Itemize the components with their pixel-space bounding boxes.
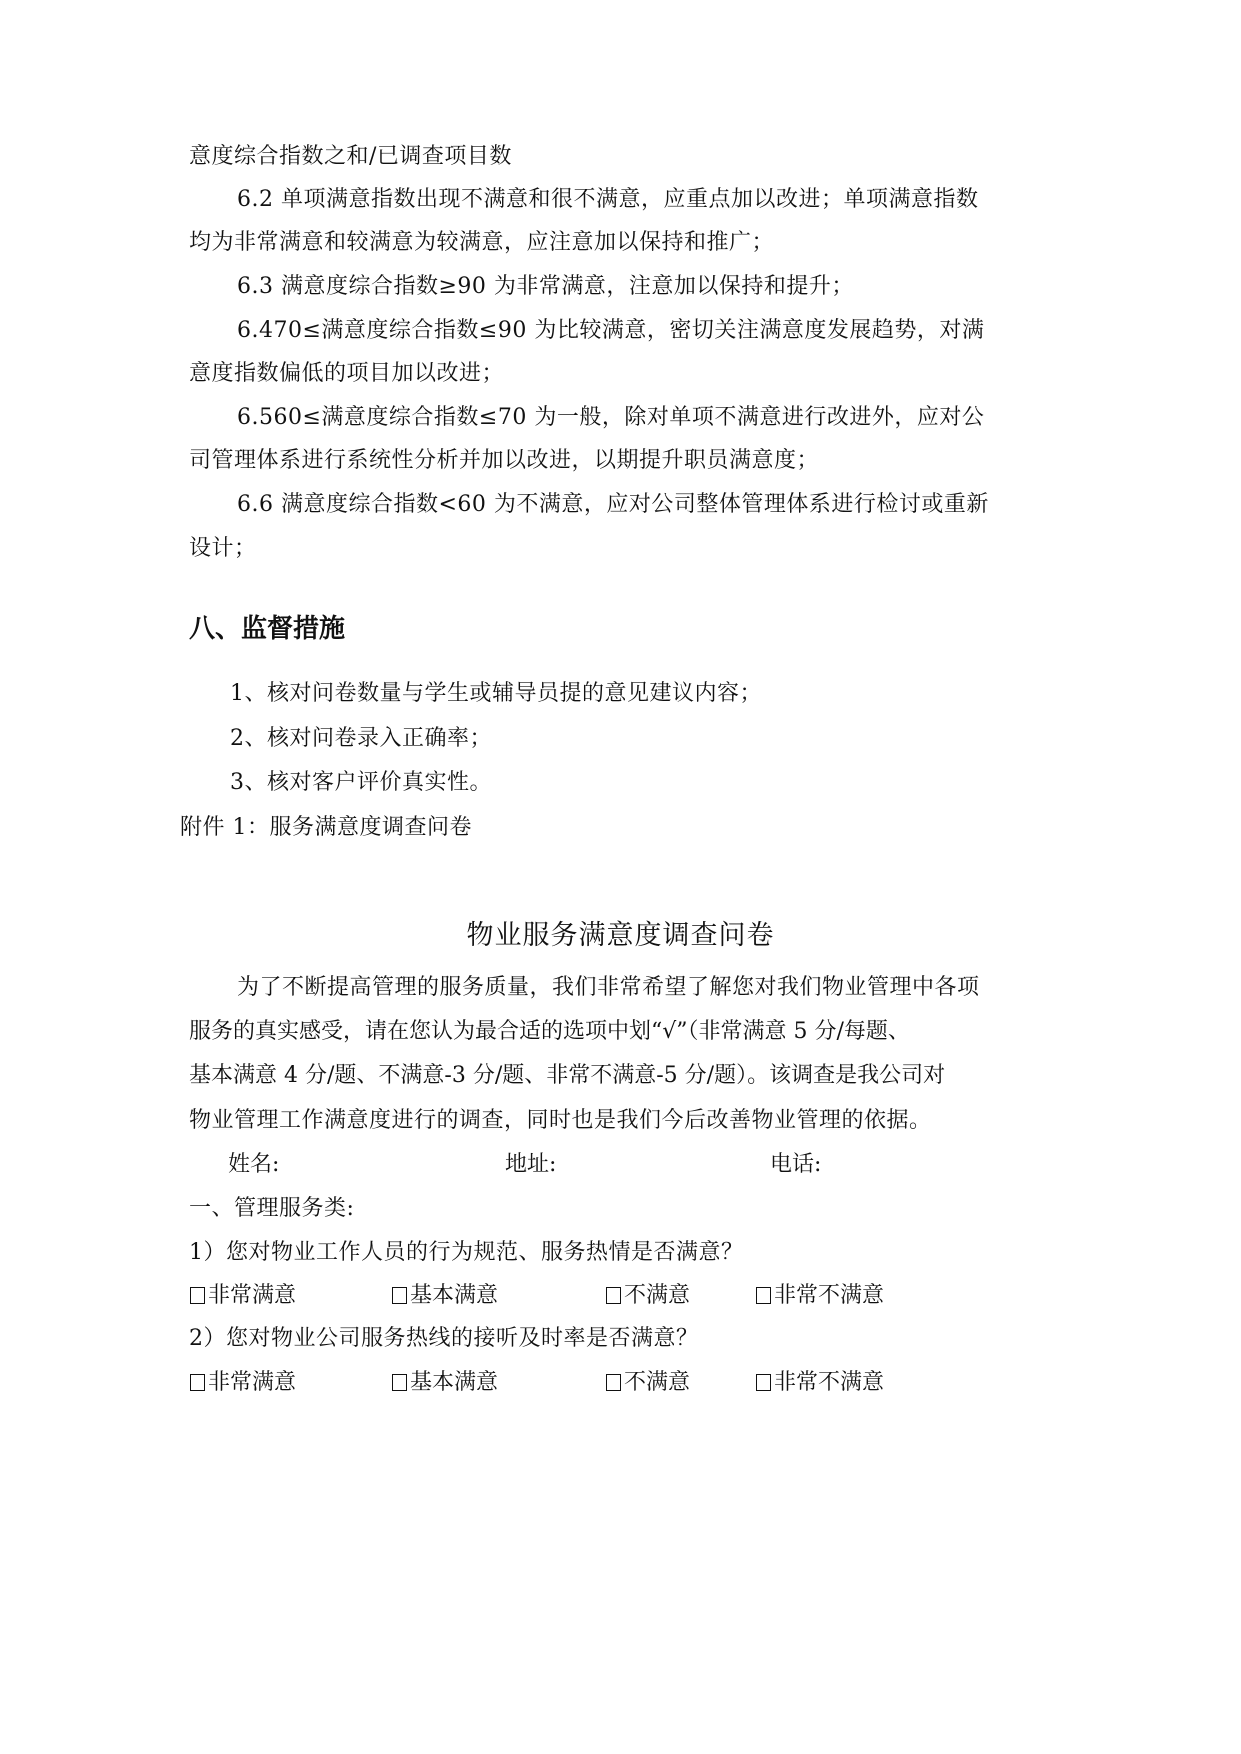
checkbox-icon[interactable] [756, 1374, 771, 1391]
option-very-satisfied[interactable]: 非常满意 [190, 1368, 296, 1398]
option-basically-satisfied[interactable]: 基本满意 [392, 1281, 498, 1311]
option-very-dissatisfied[interactable]: 非常不满意 [756, 1281, 884, 1311]
survey-intro: 为了不断提高管理的服务质量，我们非常希望了解您对我们物业管理中各项 [237, 975, 980, 1000]
checkbox-icon[interactable] [606, 1287, 621, 1304]
paragraph-6-6: 6.6 满意度综合指数<60 为不满意，应对公司整体管理体系进行检讨或重新 [237, 492, 989, 517]
list-item: 1、核对问卷数量与学生或辅导员提的意见建议内容； [230, 681, 762, 706]
paragraph-line: 意度指数偏低的项目加以改进； [189, 361, 505, 386]
paragraph-6-2: 6.2 单项满意指数出现不满意和很不满意，应重点加以改进；单项满意指数 [237, 187, 979, 212]
name-field-label: 姓名: [228, 1152, 280, 1177]
paragraph-6-4: 6.470≤满意度综合指数≤90 为比较满意，密切关注满意度发展趋势，对满 [237, 318, 985, 343]
category-heading: 一、管理服务类: [189, 1196, 355, 1221]
option-very-dissatisfied[interactable]: 非常不满意 [756, 1368, 884, 1398]
paragraph-line: 设计； [189, 536, 257, 561]
option-dissatisfied[interactable]: 不满意 [606, 1368, 690, 1398]
list-item: 3、核对客户评价真实性。 [230, 770, 492, 795]
survey-intro: 基本满意 4 分/题、不满意-3 分/题、非常不满意-5 分/题）。该调查是我公司对 [189, 1063, 946, 1088]
survey-intro: 服务的真实感受，请在您认为最合适的选项中划“√”（非常满意 5 分/每题、 [189, 1019, 910, 1044]
paragraph-6-3: 6.3 满意度综合指数≥90 为非常满意，注意加以保持和提升； [237, 274, 854, 299]
checkbox-icon[interactable] [190, 1374, 205, 1391]
address-field-label: 地址: [505, 1152, 557, 1177]
paragraph-6-5: 6.560≤满意度综合指数≤70 为一般，除对单项不满意进行改进外，应对公 [237, 405, 985, 430]
checkbox-icon[interactable] [190, 1287, 205, 1304]
checkbox-icon[interactable] [756, 1287, 771, 1304]
checkbox-icon[interactable] [606, 1374, 621, 1391]
checkbox-icon[interactable] [392, 1287, 407, 1304]
question-1: 1）您对物业工作人员的行为规范、服务热情是否满意？ [189, 1240, 744, 1265]
survey-title: 物业服务满意度调查问卷 [466, 920, 775, 951]
list-item: 2、核对问卷录入正确率； [230, 726, 492, 751]
attachment-label: 附件 1：服务满意度调查问卷 [180, 815, 472, 840]
survey-intro: 物业管理工作满意度进行的调查，同时也是我们今后改善物业管理的依据。 [189, 1108, 932, 1133]
paragraph-line: 意度综合指数之和/已调查项目数 [189, 144, 512, 169]
question-2: 2）您对物业公司服务热线的接听及时率是否满意？ [189, 1326, 699, 1351]
paragraph-line: 均为非常满意和较满意为较满意，应注意加以保持和推广； [189, 230, 775, 255]
phone-field-label: 电话: [770, 1152, 822, 1177]
option-very-satisfied[interactable]: 非常满意 [190, 1281, 296, 1311]
option-basically-satisfied[interactable]: 基本满意 [392, 1368, 498, 1398]
paragraph-line: 司管理体系进行系统性分析并加以改进，以期提升职员满意度； [189, 448, 820, 473]
section-heading: 八、监督措施 [189, 614, 346, 644]
checkbox-icon[interactable] [392, 1374, 407, 1391]
option-dissatisfied[interactable]: 不满意 [606, 1281, 690, 1311]
